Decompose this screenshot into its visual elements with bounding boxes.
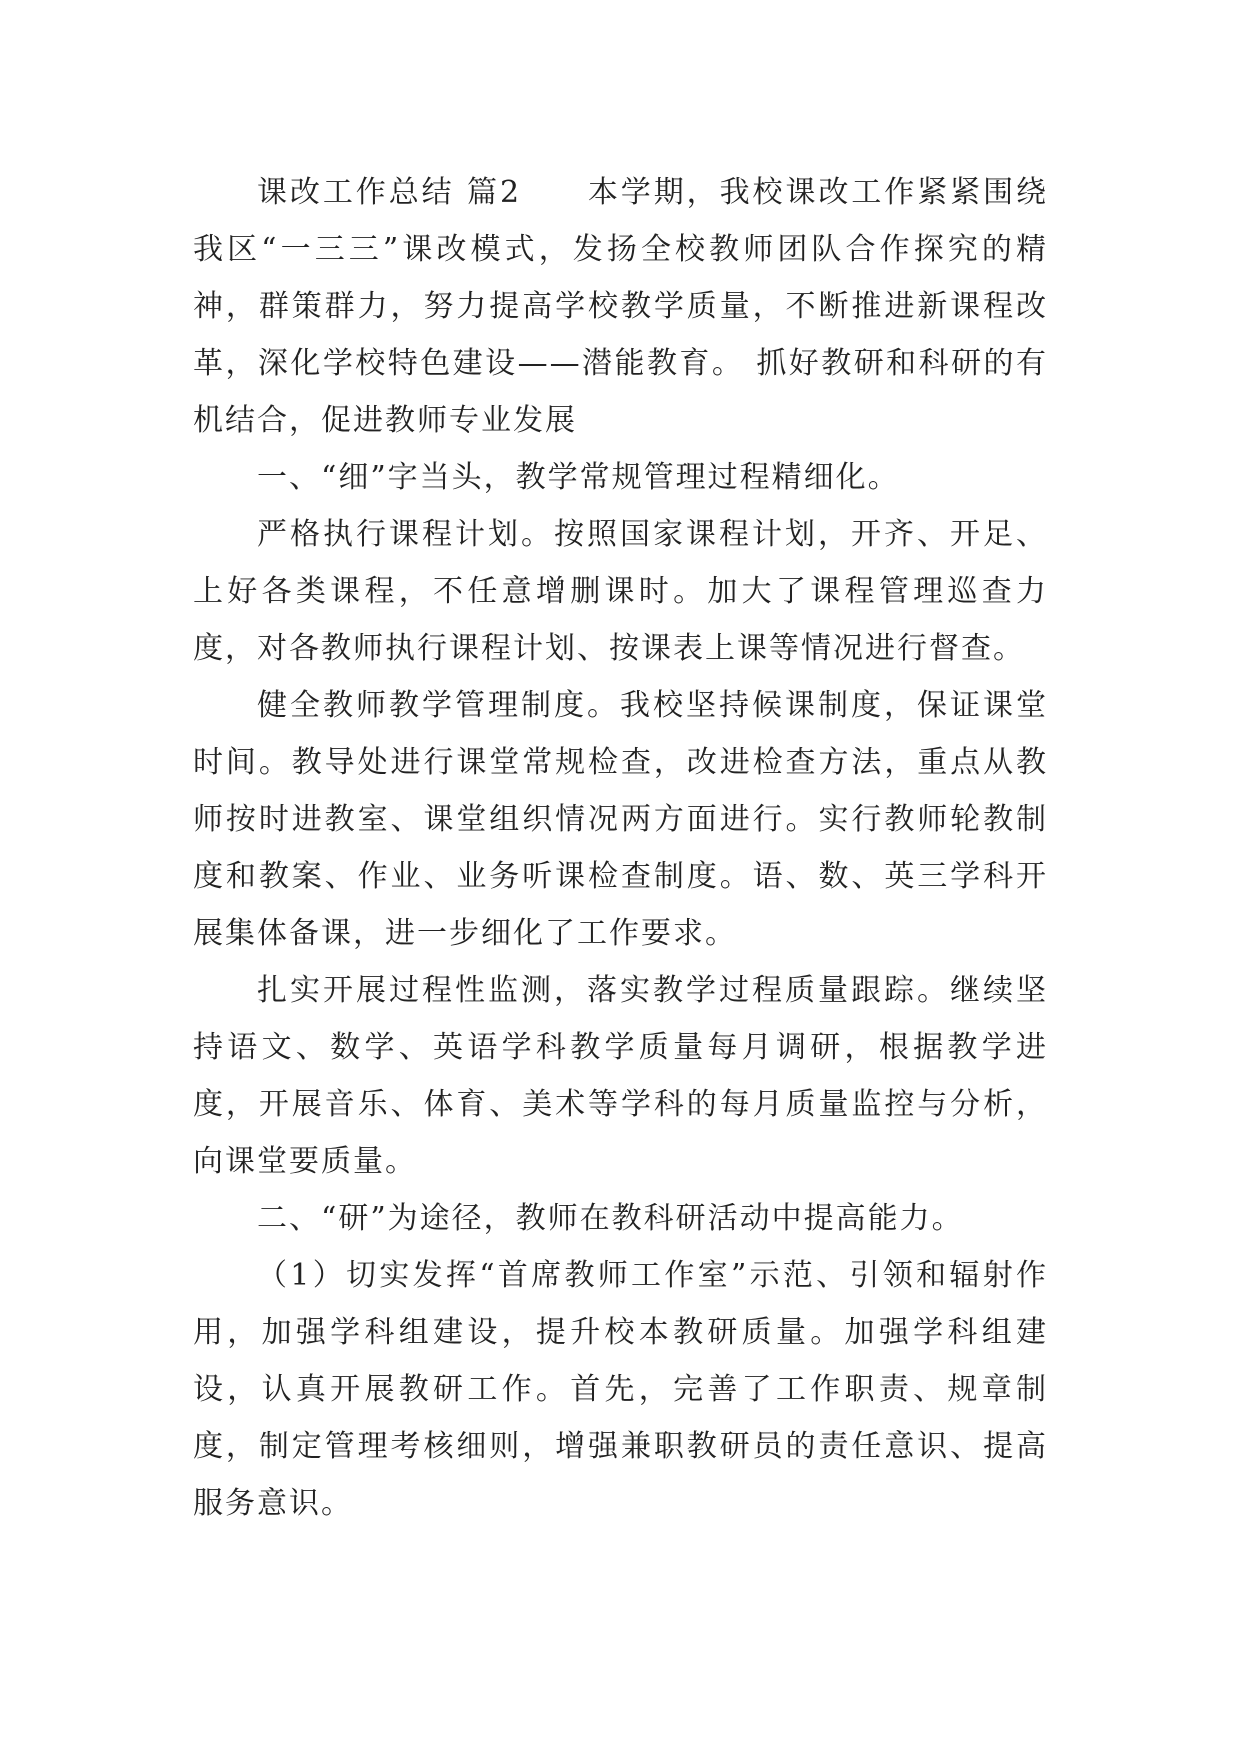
document-body — [193, 164, 1048, 1532]
paragraph-course-plan: 严格执行课程计划。按照国家课程计划，开齐、开足、上好各类课程，不任意增删课时。加大了课程管理巡查力度，对各教师执行课程计划、按课表上课等情况进行督查。 — [193, 517, 1048, 666]
paragraph-studio: （1）切实发挥“首席教师工作室”示范、引领和辐射作用，加强学科组建设，提升校本教研质量。加强学科组建设，认真开展教研工作。首先，完善了工作职责、规章制度，制定管理考核细则，增强兼职教研员的责任意识、提高服务意识。 — [193, 1258, 1048, 1521]
heading-section-2: 二、“研”为途径，教师在教科研活动中提高能力。 — [257, 1201, 964, 1236]
paragraph-intro: 课改工作总结 篇2 本学期，我校课改工作紧紧围绕我区“一三三”课改模式，发扬全校教师团队合作探究的精神，群策群力，努力提高学校教学质量，不断推进新课程改革，深化学校特色建设——潜能教育。 抓好教研和科研的有机结合，促进教师专业发展 — [193, 175, 1048, 438]
paragraph-management-system: 健全教师教学管理制度。我校坚持候课制度，保证课堂时间。教导处进行课堂常规检查，改进检查方法，重点从教师按时进教室、课堂组织情况两方面进行。实行教师轮教制度和教案、作业、业务听课检查制度。语、数、英三学科开展集体备课，进一步细化了工作要求。 — [193, 688, 1048, 951]
heading-section-1: 一、“细”字当头，教学常规管理过程精细化。 — [257, 460, 900, 495]
paragraph-monitoring: 扎实开展过程性监测，落实教学过程质量跟踪。继续坚持语文、数学、英语学科教学质量每月调研，根据教学进度，开展音乐、体育、美术等学科的每月质量监控与分析，向课堂要质量。 — [193, 973, 1048, 1179]
